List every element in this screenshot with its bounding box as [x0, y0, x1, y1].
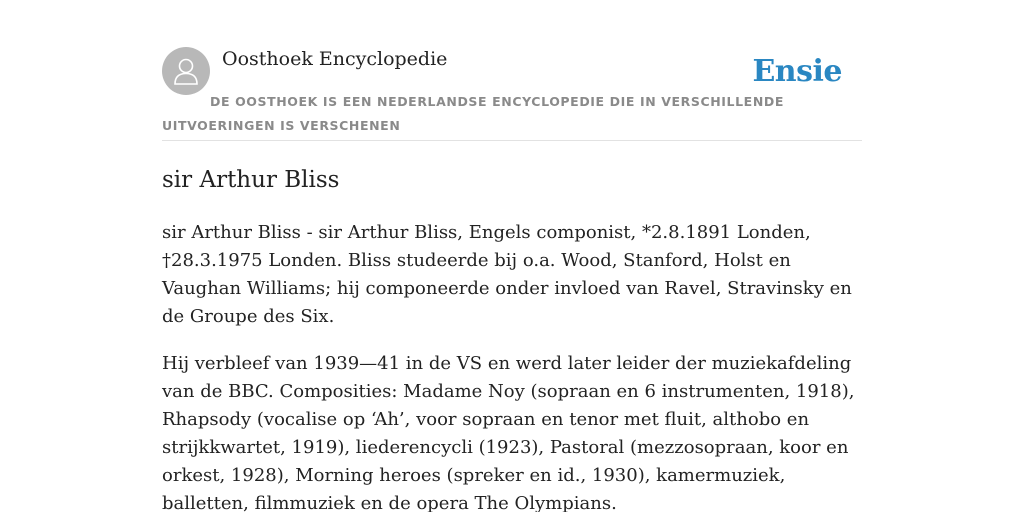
article-paragraph-1: sir Arthur Bliss - sir Arthur Bliss, Engels componist, *2.8.1891 Londen, †28.3.1975 Londen. Bliss studeerde bij o.a. Wood, Stanford, Holst en Vaughan Williams; hij componeerde onder invloed van Ravel, Stravinsky en de Groupe des Six. — [162, 222, 852, 327]
article-card — [162, 46, 862, 512]
source-description: DE OOSTHOEK IS EEN NEDERLANDSE ENCYCLOPEDIE DIE IN VERSCHILLENDE UITVOERINGEN IS VERSCHENEN — [162, 94, 784, 133]
source-header — [162, 46, 862, 141]
article-paragraph-2: Hij verbleef van 1939—41 in de VS en werd later leider der muziekafdeling van de BBC. Composities: Madame Noy (sopraan en 6 instrumenten, 1918), Rhapsody (vocalise op ‘Ah’, voor sopraan en tenor met fluit, althobo en strijkkwartet, 1919), liederencycli (1923), Pastoral (mezzosopraan, koor en orkest, 1928), Morning heroes (spreker en id., 1930), kamermuziek, balletten, filmmuziek en de opera The Olympians. — [162, 353, 855, 512]
article-title: sir Arthur Bliss — [162, 167, 340, 193]
avatar[interactable] — [162, 47, 210, 95]
user-icon — [172, 56, 200, 86]
source-name[interactable]: Oosthoek Encyclopedie — [222, 48, 448, 70]
brand-logo[interactable]: Ensie — [752, 54, 842, 89]
